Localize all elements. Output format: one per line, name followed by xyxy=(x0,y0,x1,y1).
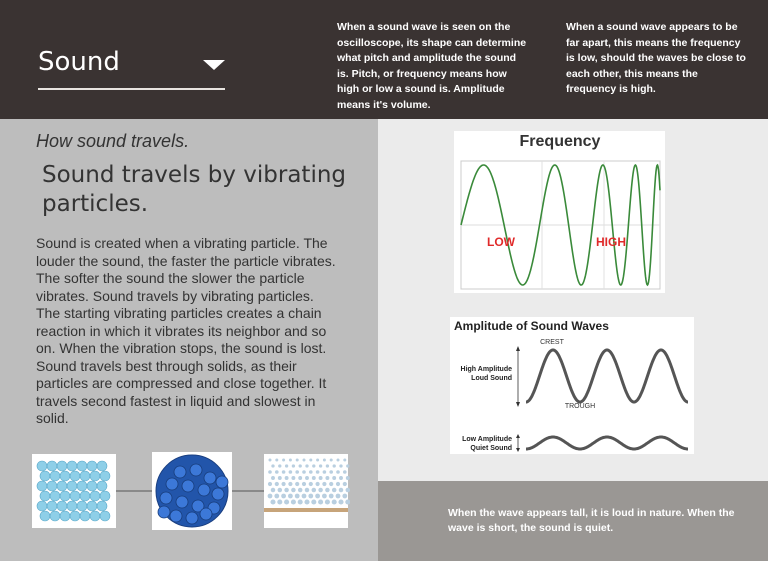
subtitle: How sound travels. xyxy=(36,131,190,151)
solid-particle xyxy=(57,461,67,471)
gas-particle xyxy=(302,482,306,486)
arrow-up-icon xyxy=(516,434,520,438)
quiet-sound-label: Quiet Sound xyxy=(470,445,512,452)
gas-particle xyxy=(298,488,303,493)
solid-particle xyxy=(87,461,97,471)
high-amplitude-wave xyxy=(526,350,688,402)
gas-particle xyxy=(271,476,275,480)
gas-particle xyxy=(339,476,343,480)
solid-particle xyxy=(40,491,50,501)
gas-particle xyxy=(291,499,296,504)
gas-particle xyxy=(333,464,336,467)
gas-particle xyxy=(275,470,279,474)
gas-particle xyxy=(322,482,326,486)
gas-particle xyxy=(336,494,341,499)
solid-particle xyxy=(50,491,60,501)
gas-particle xyxy=(268,494,273,499)
high-label: HIGH xyxy=(596,235,626,249)
gas-particle xyxy=(332,499,337,504)
solid-particle xyxy=(70,491,80,501)
solid-particle xyxy=(67,461,77,471)
gas-particle xyxy=(275,482,279,486)
solid-particle xyxy=(57,481,67,491)
gas-particle xyxy=(282,470,286,474)
liquid-particle xyxy=(174,466,186,478)
gas-particle xyxy=(319,476,323,480)
solid-particle xyxy=(37,481,47,491)
liquid-particles-icon xyxy=(152,452,232,530)
low-amplitude-label: Low Amplitude xyxy=(462,436,512,443)
gas-particle xyxy=(271,464,274,467)
gas-particle xyxy=(309,482,313,486)
liquid-particle xyxy=(190,464,202,476)
gas-particle xyxy=(308,494,313,499)
gas-particle xyxy=(329,482,333,486)
gas-particle xyxy=(304,499,309,504)
liquid-particle xyxy=(186,512,198,524)
gas-particle xyxy=(285,476,289,480)
gas-particle xyxy=(282,459,285,462)
gas-particle xyxy=(325,499,330,504)
gas-particle xyxy=(322,494,327,499)
gas-particles-icon xyxy=(264,454,350,528)
gas-particle xyxy=(309,459,312,462)
gas-particle xyxy=(329,470,333,474)
gas-particle xyxy=(305,476,309,480)
gas-particle xyxy=(278,488,283,493)
solid-particle xyxy=(67,501,77,511)
gas-particle xyxy=(305,464,308,467)
gas-particle xyxy=(277,499,282,504)
gas-particle xyxy=(278,464,281,467)
section-label: Sound xyxy=(38,47,120,77)
solid-particle xyxy=(70,471,80,481)
solid-particle xyxy=(87,501,97,511)
gas-particle xyxy=(336,470,340,474)
liquid-particle xyxy=(198,484,210,496)
gas-particle xyxy=(312,464,315,467)
gas-particle xyxy=(332,488,337,493)
gas-particle xyxy=(325,488,330,493)
gas-particle xyxy=(284,488,289,493)
left-panel xyxy=(0,119,378,561)
gas-particle xyxy=(298,499,303,504)
gas-particle xyxy=(274,494,279,499)
gas-particle xyxy=(338,499,343,504)
amplitude-figure xyxy=(450,317,694,454)
solid-particle xyxy=(67,481,77,491)
gas-particle xyxy=(319,464,322,467)
solid-particle xyxy=(70,511,80,521)
frequency-title: Frequency xyxy=(519,133,601,150)
solid-particle xyxy=(90,491,100,501)
gas-particle xyxy=(323,470,327,474)
gas-particle xyxy=(284,499,289,504)
gas-particle xyxy=(346,488,350,493)
solid-particle xyxy=(87,481,97,491)
gas-particle xyxy=(292,464,295,467)
loud-sound-label: Loud Sound xyxy=(471,375,512,382)
liquid-particle xyxy=(158,506,170,518)
solid-particle xyxy=(50,471,60,481)
gas-particle xyxy=(268,470,272,474)
gas-particle xyxy=(298,476,302,480)
gas-particle xyxy=(329,494,334,499)
gas-particle xyxy=(316,470,320,474)
low-label: LOW xyxy=(487,235,515,249)
gas-particle xyxy=(309,470,313,474)
solid-particle xyxy=(80,471,90,481)
gas-particle xyxy=(278,476,282,480)
gas-particle xyxy=(302,470,306,474)
gas-particle xyxy=(296,459,299,462)
gas-particle xyxy=(343,482,347,486)
solid-particle xyxy=(100,491,110,501)
body-text: Sound is created when a vibrating particle. The louder the sound, the faster the particle vibrates. The softer the sound the slower the particle vibrates. Sound travels by vibrating particles. The starting vibrating particles creates a chain reaction in which it vibrates its neighbor and so on. When the vibration stops, the sound is lost. Sound travels best through solids, as their particles are compressed and close together. It travels second fastest in liquid and slowest in solid. xyxy=(36,235,336,426)
solid-particle xyxy=(80,491,90,501)
gas-particle xyxy=(326,464,329,467)
gas-particle xyxy=(315,494,320,499)
gas-particle xyxy=(346,464,349,467)
gas-particle xyxy=(346,476,350,480)
gas-particle xyxy=(281,494,286,499)
gas-particle xyxy=(330,459,333,462)
solid-particle xyxy=(57,501,67,511)
gas-particle xyxy=(336,482,340,486)
gas-particle xyxy=(282,482,286,486)
header-bar xyxy=(0,0,768,119)
gas-particle xyxy=(285,464,288,467)
solid-particle xyxy=(97,501,107,511)
solid-particle xyxy=(37,501,47,511)
solid-particle xyxy=(37,461,47,471)
solid-particle xyxy=(40,471,50,481)
arrow-up-icon xyxy=(516,346,520,351)
gas-particle xyxy=(343,470,347,474)
amplitude-title: Amplitude of Sound Waves xyxy=(454,319,609,333)
gas-particle xyxy=(302,494,307,499)
solid-particle xyxy=(100,471,110,481)
gas-particle xyxy=(339,464,342,467)
gas-particle xyxy=(311,499,316,504)
gas-particle xyxy=(318,499,323,504)
gas-particle xyxy=(323,459,326,462)
gas-particle xyxy=(312,488,317,493)
gas-particle xyxy=(342,494,347,499)
solid-particle xyxy=(47,501,57,511)
solid-particle xyxy=(60,491,70,501)
gas-particle xyxy=(295,482,299,486)
gas-particle xyxy=(289,470,293,474)
particle-states-illustration xyxy=(30,452,350,532)
gas-particle xyxy=(269,459,272,462)
solid-particle xyxy=(100,511,110,521)
solid-particle xyxy=(97,481,107,491)
gas-particle xyxy=(289,459,292,462)
solid-particle xyxy=(60,511,70,521)
solid-particle xyxy=(77,481,87,491)
gas-particle xyxy=(312,476,316,480)
solid-particle xyxy=(60,471,70,481)
gas-particle xyxy=(318,488,323,493)
gas-particle xyxy=(291,476,295,480)
footer-bar xyxy=(378,481,768,561)
gas-particle xyxy=(337,459,340,462)
arrow-down-icon xyxy=(516,448,520,452)
solid-particle xyxy=(77,461,87,471)
gas-particle xyxy=(275,459,278,462)
frequency-note: When a sound wave appears to be far apart, this means the frequency is low, should the waves be close to each other, this means the frequency is high. xyxy=(566,21,746,95)
gas-particle xyxy=(288,482,292,486)
trough-label: TROUGH xyxy=(564,403,596,410)
solid-particles-icon xyxy=(32,454,116,528)
solid-particle xyxy=(90,511,100,521)
gas-particle xyxy=(291,488,296,493)
liquid-particle xyxy=(176,496,188,508)
high-amplitude-label: High Amplitude xyxy=(460,366,512,373)
gas-particle xyxy=(305,488,310,493)
gas-particle xyxy=(295,494,300,499)
frequency-figure xyxy=(454,131,665,293)
solid-particle xyxy=(77,501,87,511)
arrow-down-icon xyxy=(516,402,520,407)
gas-particle xyxy=(299,464,302,467)
liquid-particle xyxy=(170,510,182,522)
solid-particle xyxy=(97,461,107,471)
chevron-down-icon[interactable] xyxy=(203,60,225,70)
gas-particle xyxy=(316,482,320,486)
liquid-particle xyxy=(160,492,172,504)
solid-particle xyxy=(40,511,50,521)
solid-particle xyxy=(50,511,60,521)
pitch-note: When a sound wave is seen on the oscilloscope, its shape can determine what pitch and amplitude the sound is. Pitch, or frequency means how high or low a sound is. Amplitude means it's volume. xyxy=(337,21,527,111)
solid-particle xyxy=(80,511,90,521)
liquid-particle xyxy=(204,472,216,484)
solid-particle xyxy=(47,481,57,491)
crest-label: CREST xyxy=(540,339,564,346)
solid-particle xyxy=(90,471,100,481)
gas-particle xyxy=(303,459,306,462)
liquid-particle xyxy=(166,478,178,490)
amplitude-note: When the wave appears tall, it is loud in nature. When the wave is short, the sound is quiet. xyxy=(448,507,735,534)
liquid-particle xyxy=(212,488,224,500)
gas-particle xyxy=(288,494,293,499)
page-heading: Sound travels by vibrating particles. xyxy=(42,162,347,217)
gas-particle xyxy=(316,459,319,462)
gas-particle xyxy=(270,499,275,504)
low-amplitude-wave xyxy=(526,437,688,449)
solid-particle xyxy=(47,461,57,471)
gas-particle xyxy=(268,482,272,486)
section-dropdown[interactable] xyxy=(38,44,225,90)
liquid-particle xyxy=(216,476,228,488)
gas-particle xyxy=(295,470,299,474)
liquid-particle xyxy=(182,480,194,492)
gas-particle xyxy=(339,488,344,493)
gas-particle xyxy=(325,476,329,480)
gas-particle xyxy=(271,488,276,493)
liquid-particle xyxy=(200,508,212,520)
gas-particle xyxy=(332,476,336,480)
gas-particle xyxy=(343,459,346,462)
